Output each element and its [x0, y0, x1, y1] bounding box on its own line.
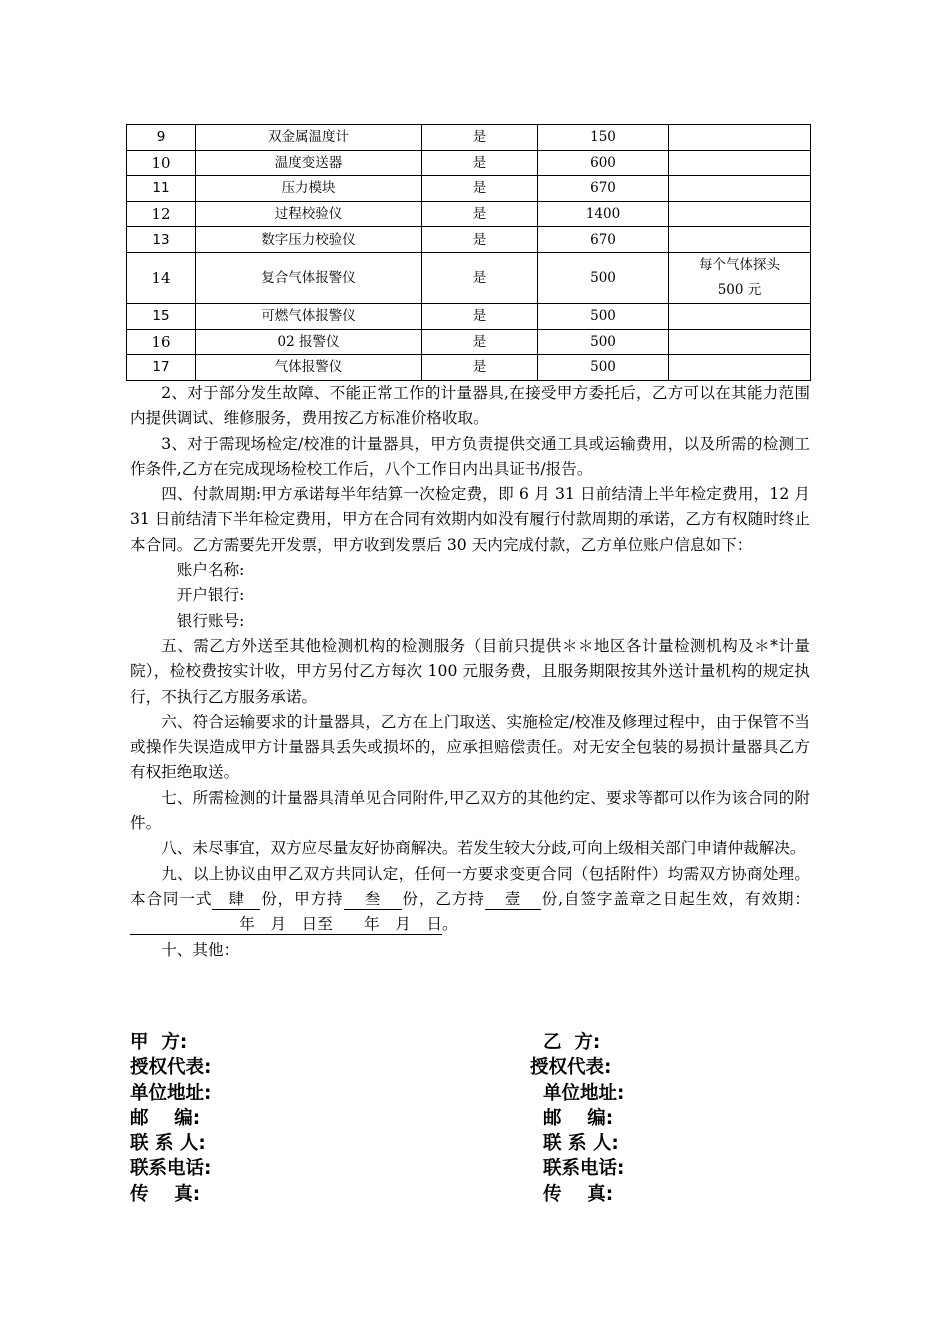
yes-flag: 是 — [422, 329, 538, 355]
table-row — [127, 355, 811, 381]
party-a-phone-label: 联系电话: — [130, 1158, 212, 1180]
row-number: 12 — [127, 201, 196, 227]
note-cell — [669, 150, 811, 176]
price-cell: 600 — [538, 150, 669, 176]
clause-liability: 六、符合运输要求的计量器具，乙方在上门取送、实施检定/校准及修理过程中，由于保管不当或操作失误造成甲方计量器具丢失或损坏的，应承担赔偿责任。对无安全包装的易损计量器具乙方有权拒绝取送。 — [130, 712, 810, 782]
price-cell: 500 — [538, 252, 669, 303]
row-number: 17 — [127, 355, 196, 381]
row-number: 16 — [127, 329, 196, 355]
validity-period: 年 月 日至 年 月 日 — [130, 914, 442, 935]
instrument-name: 数字压力校验仪 — [196, 227, 422, 253]
note-cell — [669, 125, 811, 151]
bank-label: 开户银行: — [176, 586, 245, 605]
instrument-name: 压力模块 — [196, 176, 422, 202]
validity-text-a: 九、以上协议由甲乙双方共同认定，任何一方要求变更合同（包括附件）均需双方协商处理。本合同一式 — [130, 864, 810, 908]
party-b-contact-label: 联 系 人: — [543, 1133, 619, 1155]
row-number: 10 — [127, 150, 196, 176]
party-a-address-label: 单位地址: — [130, 1082, 212, 1104]
note-cell — [669, 252, 811, 303]
party-b-address-label: 单位地址: — [543, 1082, 625, 1104]
note-cell — [669, 201, 811, 227]
table-row — [127, 176, 811, 202]
party-b-label: 乙 方: — [543, 1032, 601, 1053]
party-a-postcode-label: 邮 编: — [130, 1107, 201, 1129]
row-number: 11 — [127, 176, 196, 202]
account-name-label: 账户名称: — [176, 561, 245, 580]
party-a-contact-label: 联 系 人: — [130, 1133, 206, 1155]
instrument-name: 气体报警仪 — [196, 355, 422, 381]
instrument-name: 复合气体报警仪 — [196, 252, 422, 303]
yes-flag: 是 — [422, 252, 538, 303]
clause-attachments: 七、所需检测的计量器具清单见合同附件,甲乙双方的其他约定、要求等都可以作为该合同的附件。 — [130, 788, 810, 833]
note-cell — [669, 176, 811, 202]
yes-flag: 是 — [422, 150, 538, 176]
price-cell: 1400 — [538, 201, 669, 227]
price-cell: 670 — [538, 227, 669, 253]
copies-party-a: 叁 — [344, 889, 402, 910]
party-b-postcode-label: 邮 编: — [543, 1107, 614, 1129]
table-row — [127, 227, 811, 253]
row-number: 13 — [127, 227, 196, 253]
price-cell: 500 — [538, 303, 669, 329]
yes-flag: 是 — [422, 303, 538, 329]
instrument-name: 过程校验仪 — [196, 201, 422, 227]
table-row — [127, 125, 811, 151]
yes-flag: 是 — [422, 176, 538, 202]
row-number: 9 — [127, 125, 196, 151]
price-cell: 500 — [538, 329, 669, 355]
note-cell — [669, 355, 811, 381]
clause-3: 3、对于需现场检定/校准的计量器具，甲方负责提供交通工具或运输费用，以及所需的检测工作条件,乙方在完成现场检校工作后，八个工作日内出具证书/报告。 — [130, 434, 810, 478]
party-a-label: 甲 方: — [130, 1032, 188, 1053]
yes-flag: 是 — [422, 355, 538, 381]
copies-party-b: 壹 — [485, 889, 541, 910]
clause-external-testing: 五、需乙方外送至其他检测机构的检测服务（目前只提供＊＊地区各计量检测机构及＊*计量院），检校费按实计收，甲方另付乙方每次 100 元服务费，且服务期限按其外送计量机构的规定执行，不执行乙方服务承诺。 — [130, 636, 810, 706]
table-row — [127, 329, 811, 355]
party-b-signature-block — [530, 1030, 624, 1207]
instrument-name: 02 报警仪 — [196, 329, 422, 355]
price-cell: 670 — [538, 176, 669, 202]
yes-flag: 是 — [422, 227, 538, 253]
contract-body — [130, 381, 810, 963]
copies-total: 肆 — [212, 889, 260, 910]
validity-text-e: 。 — [442, 915, 458, 934]
party-b-fax-label: 传 真: — [543, 1183, 614, 1205]
clause-validity — [130, 862, 810, 938]
clause-other: 十、其他： — [161, 940, 240, 959]
validity-text-d: 份,自签字盖章之日起生效，有效期： — [540, 889, 810, 908]
clause-2: 2、对于部分发生故障、不能正常工作的计量器具,在接受甲方委托后，乙方可以在其能力范围内提供调试、维修服务，费用按乙方标准价格收取。 — [130, 384, 810, 428]
account-number-label: 银行账号: — [176, 611, 245, 630]
party-a-representative-label: 授权代表: — [130, 1057, 212, 1079]
price-cell: 500 — [538, 355, 669, 381]
note-line-2: 500 元 — [717, 281, 762, 298]
validity-text-b: 份，甲方持 — [260, 889, 344, 908]
party-a-signature-block — [130, 1030, 211, 1207]
note-cell — [669, 303, 811, 329]
yes-flag: 是 — [422, 201, 538, 227]
row-number: 14 — [127, 252, 196, 303]
party-a-fax-label: 传 真: — [130, 1183, 201, 1205]
table-row — [127, 201, 811, 227]
row-number: 15 — [127, 303, 196, 329]
clause-payment: 四、付款周期:甲方承诺每半年结算一次检定费，即 6 月 31 日前结清上半年检定费用，12 月 31 日前结清下半年检定费用，甲方在合同有效期内如没有履行付款周期的承诺，乙方有权随时终止本合同。乙方需要先开发票，甲方收到发票后 30 天内完成付款，乙方单位账户信息如下： — [130, 485, 810, 554]
table-row — [127, 150, 811, 176]
price-cell: 150 — [538, 125, 669, 151]
instrument-name: 温度变送器 — [196, 150, 422, 176]
instrument-name: 可燃气体报警仪 — [196, 303, 422, 329]
price-table — [126, 124, 811, 381]
party-b-representative-label: 授权代表: — [530, 1057, 612, 1079]
yes-flag: 是 — [422, 125, 538, 151]
table-row — [127, 252, 811, 303]
clause-disputes: 八、未尽事宜，双方应尽量友好协商解决。若发生较大分歧,可向上级相关部门申请仲裁解决。 — [161, 839, 806, 858]
note-cell — [669, 227, 811, 253]
note-cell — [669, 329, 811, 355]
party-b-phone-label: 联系电话: — [543, 1158, 625, 1180]
note-line-1: 每个气体探头 — [699, 256, 780, 273]
table-row — [127, 303, 811, 329]
instrument-name: 双金属温度计 — [196, 125, 422, 151]
validity-text-c: 份，乙方持 — [401, 889, 485, 908]
